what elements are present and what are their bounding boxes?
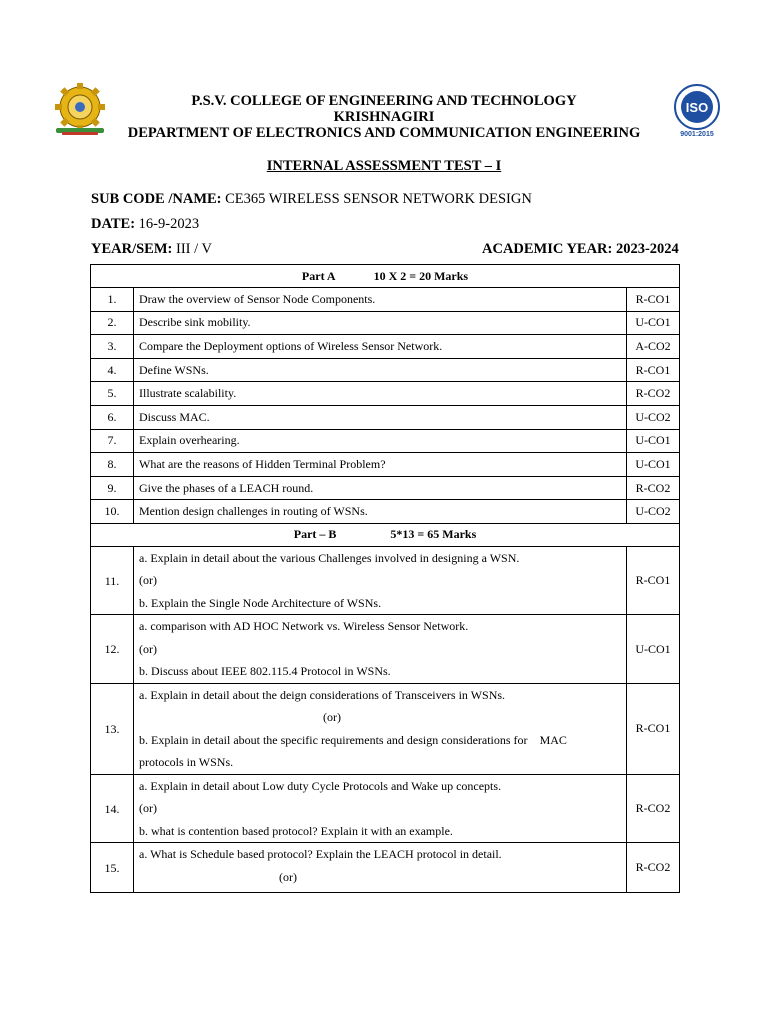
- question-text: Explain overhearing.: [134, 429, 627, 453]
- date-label: DATE:: [91, 216, 136, 232]
- course-outcome: R-CO2: [627, 382, 680, 406]
- question-part-a: a. comparison with AD HOC Network vs. Wireless Sensor Network.: [139, 619, 469, 634]
- table-row: [91, 500, 680, 524]
- question-text: Draw the overview of Sensor Node Components.: [134, 288, 627, 312]
- question-text: [134, 546, 627, 615]
- question-number: 14.: [91, 774, 134, 843]
- course-outcome: R-CO1: [627, 546, 680, 615]
- question-number: 2.: [91, 311, 134, 335]
- question-text: What are the reasons of Hidden Terminal Problem?: [134, 453, 627, 477]
- question-text: [134, 843, 627, 893]
- question-text: Give the phases of a LEACH round.: [134, 476, 627, 500]
- question-text: [134, 683, 627, 774]
- question-text: [134, 774, 627, 843]
- or-label: (or): [139, 801, 157, 816]
- question-text: Define WSNs.: [134, 358, 627, 382]
- course-outcome: U-CO1: [627, 453, 680, 477]
- course-outcome: A-CO2: [627, 335, 680, 359]
- question-text: Mention design challenges in routing of WSNs.: [134, 500, 627, 524]
- course-outcome: R-CO1: [627, 683, 680, 774]
- course-outcome: R-CO1: [627, 288, 680, 312]
- college-name: P.S.V. COLLEGE OF ENGINEERING AND TECHNOLOGY: [191, 93, 577, 109]
- table-row: [91, 382, 680, 406]
- question-number: 11.: [91, 546, 134, 615]
- question-part-b: b. Discuss about IEEE 802.115.4 Protocol in WSNs.: [139, 664, 391, 679]
- question-part-a: a. Explain in detail about the various Challenges involved in designing a WSN.: [139, 550, 520, 565]
- department-name: DEPARTMENT OF ELECTRONICS AND COMMUNICATION ENGINEERING: [127, 125, 641, 141]
- table-row: [91, 358, 680, 382]
- table-row: [91, 405, 680, 429]
- question-number: 15.: [91, 843, 134, 893]
- table-row: [91, 429, 680, 453]
- or-label: (or): [139, 641, 157, 656]
- academic-year: ACADEMIC YEAR: 2023-2024: [482, 241, 679, 257]
- question-number: 1.: [91, 288, 134, 312]
- course-outcome: R-CO2: [627, 476, 680, 500]
- course-outcome: U-CO1: [627, 615, 680, 684]
- question-part-b-line: [139, 729, 621, 752]
- question-number: 4.: [91, 358, 134, 382]
- course-outcome: U-CO2: [627, 500, 680, 524]
- or-label: (or): [323, 710, 341, 725]
- question-number: 3.: [91, 335, 134, 359]
- question-part-b: b. what is contention based protocol? Explain it with an example.: [139, 823, 453, 838]
- part-a-title: Part A: [301, 268, 336, 283]
- question-number: 12.: [91, 615, 134, 684]
- table-row: [91, 683, 680, 774]
- sub-code-line: [91, 191, 532, 208]
- part-b-title: Part – B: [293, 527, 337, 542]
- table-row: [91, 335, 680, 359]
- question-part-b: b. Explain the Single Node Architecture of WSNs.: [139, 595, 382, 610]
- question-part-a: a. What is Schedule based protocol? Explain the LEACH protocol in detail.: [139, 847, 502, 862]
- course-outcome: U-CO2: [627, 405, 680, 429]
- question-number: 9.: [91, 476, 134, 500]
- date-value: 16-9-2023: [138, 216, 200, 232]
- year-sem-label: YEAR/SEM:: [91, 241, 173, 257]
- course-outcome: U-CO1: [627, 429, 680, 453]
- part-a-header: [91, 265, 680, 288]
- course-outcome: R-CO1: [627, 358, 680, 382]
- year-sem-value: III / V: [176, 241, 212, 257]
- or-label: (or): [279, 869, 297, 884]
- part-b-marks: 5*13 = 65 Marks: [390, 527, 477, 542]
- table-row: [91, 453, 680, 477]
- table-row: [91, 774, 680, 843]
- question-number: 13.: [91, 683, 134, 774]
- question-number: 5.: [91, 382, 134, 406]
- or-label: (or): [139, 573, 157, 588]
- question-text: Illustrate scalability.: [134, 382, 627, 406]
- part-a-marks: 10 X 2 = 20 Marks: [373, 268, 469, 283]
- iso-cert-number: 9001:2015: [680, 131, 714, 138]
- question-part-b-tail: MAC: [539, 732, 567, 747]
- question-text: [134, 615, 627, 684]
- sub-code-value: CE365 WIRELESS SENSOR NETWORK DESIGN: [225, 191, 532, 207]
- question-number: 10.: [91, 500, 134, 524]
- exam-title: INTERNAL ASSESSMENT TEST – I: [266, 158, 502, 174]
- table-row: [91, 288, 680, 312]
- question-text: Compare the Deployment options of Wireless Sensor Network.: [134, 335, 627, 359]
- college-place: KRISHNAGIRI: [333, 109, 435, 125]
- question-part-b: b. Explain in detail about the specific requirements and design considerations for: [139, 732, 528, 747]
- table-row: [91, 615, 680, 684]
- question-number: 6.: [91, 405, 134, 429]
- question-part-b-continued: protocols in WSNs.: [139, 755, 234, 770]
- year-sem-line: [91, 241, 212, 258]
- course-outcome: U-CO1: [627, 311, 680, 335]
- question-part-a: a. Explain in detail about the deign considerations of Transceivers in WSNs.: [139, 687, 506, 702]
- question-table: [90, 264, 680, 893]
- question-number: 8.: [91, 453, 134, 477]
- table-row: [91, 843, 680, 893]
- table-row: [91, 546, 680, 615]
- date-line: [91, 216, 199, 233]
- question-number: 7.: [91, 429, 134, 453]
- sub-code-label: SUB CODE /NAME:: [91, 191, 222, 207]
- table-row: [91, 311, 680, 335]
- question-text: Describe sink mobility.: [134, 311, 627, 335]
- question-part-a: a. Explain in detail about Low duty Cycle Protocols and Wake up concepts.: [139, 778, 502, 793]
- course-outcome: R-CO2: [627, 774, 680, 843]
- part-b-header: [91, 523, 680, 546]
- course-outcome: R-CO2: [627, 843, 680, 893]
- iso-text: ISO: [685, 100, 709, 115]
- table-row: [91, 476, 680, 500]
- question-text: Discuss MAC.: [134, 405, 627, 429]
